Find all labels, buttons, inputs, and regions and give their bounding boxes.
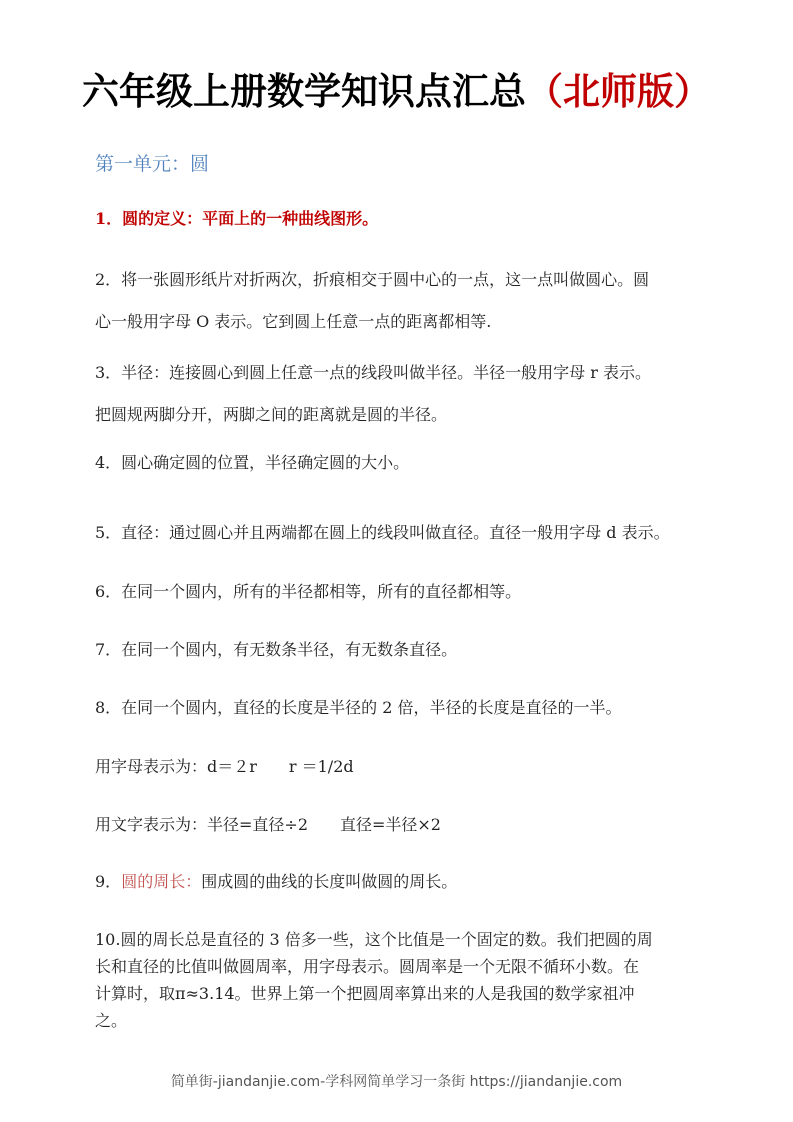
item-1: 1．圆的定义：平面上的一种曲线图形。 — [95, 209, 379, 228]
title-edition: （北师版） — [526, 70, 711, 113]
item-5: 5．直径：通过圆心并且两端都在圆上的线段叫做直径。直径一般用字母 d 表示。 — [95, 523, 670, 542]
item-10-line-2: 长和直径的比值叫做圆周率，用字母表示。圆周率是一个无限不循环小数。在 — [95, 957, 640, 976]
item-7: 7．在同一个圆内，有无数条半径，有无数条直径。 — [95, 640, 458, 659]
formula-words: 用文字表示为：半径=直径÷2 直径=半径×2 — [95, 815, 441, 834]
item-2-line-1: 2．将一张圆形纸片对折两次，折痕相交于圆中心的一点，这一点叫做圆心。圆 — [95, 270, 650, 289]
item-4: 4．圆心确定圆的位置，半径确定圆的大小。 — [95, 453, 410, 472]
title-main: 六年级上册数学知识点汇总 — [82, 70, 526, 113]
unit-heading: 第一单元：圆 — [95, 153, 210, 175]
item-8: 8．在同一个圆内，直径的长度是半径的 2 倍，半径的长度是直径的一半。 — [95, 698, 622, 717]
page-title — [0, 70, 793, 114]
item-9-text: 围成圆的曲线的长度叫做圆的周长。 — [201, 872, 458, 891]
item-9-number: 9． — [95, 872, 122, 891]
item-9-term: 圆的周长： — [121, 872, 202, 891]
item-6: 6．在同一个圆内，所有的半径都相等，所有的直径都相等。 — [95, 582, 522, 601]
item-3-line-2: 把圆规两脚分开，两脚之间的距离就是圆的半径。 — [95, 405, 448, 424]
item-3-line-1: 3．半径：连接圆心到圆上任意一点的线段叫做半径。半径一般用字母 r 表示。 — [95, 363, 652, 382]
item-9 — [95, 874, 457, 890]
item-10-line-4: 之。 — [95, 1011, 128, 1030]
formula-letters: 用字母表示为：d＝２r r ＝1/2d — [95, 757, 354, 776]
item-2-line-2: 心一般用字母 O 表示。它到圆上任意一点的距离都相等. — [95, 312, 492, 331]
footer: 简单街-jiandanjie.com-学科网简单学习一条街 https://jiandanjie.com — [170, 1074, 623, 1090]
item-10-line-1: 10.圆的周长总是直径的 3 倍多一些，这个比值是一个固定的数。我们把圆的周 — [95, 930, 653, 949]
item-10-line-3: 计算时，取π≈3.14。世界上第一个把圆周率算出来的人是我国的数学家祖冲 — [95, 984, 635, 1003]
